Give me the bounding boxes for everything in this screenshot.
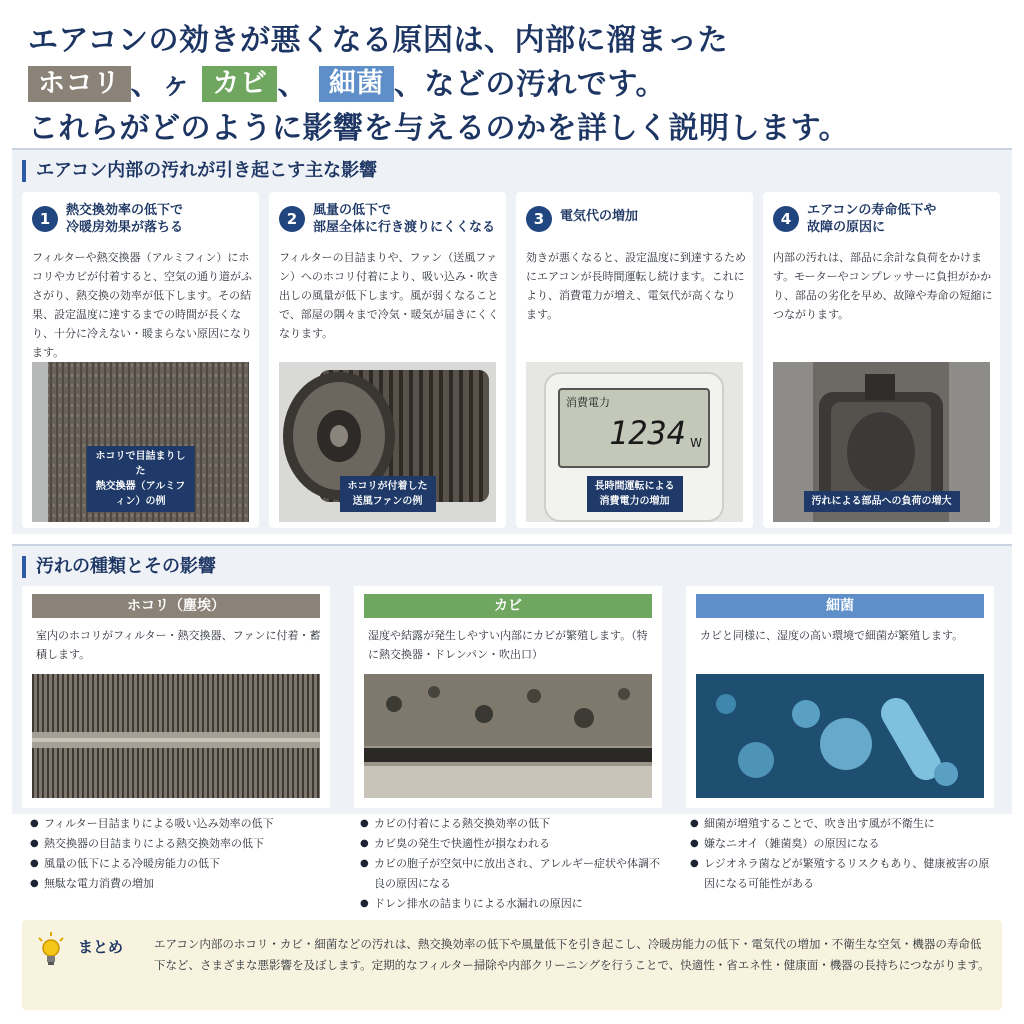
list-item: ● 無駄な電力消費の増加 bbox=[30, 874, 340, 894]
step-number-badge: 3 bbox=[526, 206, 552, 232]
effect-card-header bbox=[773, 202, 993, 242]
photo-caption: ホコリが付着した 送風ファンの例 bbox=[340, 476, 436, 512]
summary-title: まとめ bbox=[78, 938, 124, 956]
photo-caption: ホコリで目詰まりした 熱交換器（アルミフィン）の例 bbox=[86, 446, 195, 512]
type-label-dust: ホコリ（塵埃） bbox=[32, 594, 320, 618]
effect-card-body: フィルターや熱交換器（アルミフィン）にホコリやカビが付着すると、空気の通り道がふさがり、熱交換の効率が低下します。その結果、設定温度に達するまでの時間が長くなり、十分に冷えない・暖まらない原因になります。 bbox=[32, 251, 252, 359]
section-title-effects: エアコン内部の汚れが引き起こす主な影響 bbox=[22, 160, 377, 182]
list-item: ● ドレン排水の詰まりによる水漏れの原因に bbox=[360, 894, 660, 914]
list-item: ● 嫌なニオイ（雑菌臭）の原因になる bbox=[690, 834, 990, 854]
types-panel bbox=[12, 544, 1012, 814]
summary-box bbox=[22, 920, 1002, 1010]
effect-card-1 bbox=[22, 192, 259, 528]
headline-line-2-rest: 、などの汚れです。 bbox=[393, 67, 667, 102]
summary-text: エアコン内部のホコリ・カビ・細菌などの汚れは、熱交換効率の低下や風量低下を引き起こし、冷暖房能力の低下・電気代の増加・不衛生な空気・機器の寿命低下など、さまざまな悪影響を及ぼします。定期的なフィルター掃除や内部クリーニングを行うことで、快適性・省エネ性・健康面・機器の長持ちにつながります。 bbox=[154, 937, 990, 972]
type-card-bacteria bbox=[686, 586, 994, 808]
bacteria-illustration bbox=[696, 674, 984, 798]
effect-card-header bbox=[32, 202, 252, 242]
list-item: ● 熱交換器の目詰まりによる熱交換効率の低下 bbox=[30, 834, 340, 854]
type-label-mold: カビ bbox=[364, 594, 652, 618]
effect-card-title: 風量の低下で 部屋全体に行き渡りにくくなる bbox=[313, 203, 496, 235]
moldy-vent-photo bbox=[364, 674, 652, 798]
type-label-bacteria: 細菌 bbox=[696, 594, 984, 618]
photo-caption: 汚れによる部品への負荷の増大 bbox=[804, 491, 960, 512]
power-meter-value: 1234 bbox=[608, 414, 686, 452]
effect-card-4 bbox=[763, 192, 1000, 528]
headline-separator-1: 、ヶ bbox=[130, 67, 192, 102]
step-number-badge: 4 bbox=[773, 206, 799, 232]
dusty-fins-photo bbox=[32, 674, 320, 798]
lightbulb-icon bbox=[36, 932, 66, 968]
effect-card-title: 熱交換効率の低下で 冷暖房効果が落ちる bbox=[66, 203, 184, 235]
effects-panel bbox=[12, 148, 1012, 534]
tag-bacteria: 細菌 bbox=[319, 66, 394, 102]
list-item: ● 細菌が増殖することで、吹き出す風が不衛生に bbox=[690, 814, 990, 834]
heat-exchanger-photo bbox=[32, 362, 249, 522]
headline-line-2 bbox=[28, 64, 1008, 106]
effect-card-title: 電気代の増加 bbox=[560, 209, 639, 224]
bacteria-effects-list bbox=[690, 814, 990, 894]
headline-line-3: これらがどのように影響を与えるのかを詳しく説明します。 bbox=[28, 111, 850, 146]
tag-dust: ホコリ bbox=[28, 66, 131, 102]
power-meter-photo bbox=[526, 362, 743, 522]
photo-caption: 長時間運転による 消費電力の増加 bbox=[587, 476, 683, 512]
step-number-badge: 1 bbox=[32, 206, 58, 232]
effect-card-body: フィルターの目詰まりや、ファン（送風ファン）へのホコリ付着により、吸い込み・吹き出しの風量が低下します。風が弱くなることで、部屋の隅々まで冷気・暖気が届きにくくなります。 bbox=[279, 251, 499, 340]
list-item: ● レジオネラ菌などが繁殖するリスクもあり、健康被害の原因になる可能性がある bbox=[690, 854, 990, 894]
section-title-types: 汚れの種類とその影響 bbox=[22, 556, 216, 578]
type-description: 室内のホコリがフィルター・熱交換器、ファンに付着・蓄積します。 bbox=[36, 629, 321, 661]
effect-card-header bbox=[526, 202, 746, 242]
power-meter-unit: W bbox=[690, 436, 702, 450]
headline-separator-2: 、 bbox=[277, 67, 308, 102]
list-item: ● カビ臭の発生で快適性が損なわれる bbox=[360, 834, 660, 854]
effect-card-title: エアコンの寿命低下や 故障の原因に bbox=[807, 203, 937, 235]
power-meter-label: 消費電力 bbox=[566, 396, 610, 409]
effect-card-body: 内部の汚れは、部品に余計な負荷をかけます。モーターやコンプレッサーに負担がかかり、部品の劣化を早め、故障や寿命の短縮につながります。 bbox=[773, 251, 993, 321]
type-description: カビと同様に、湿度の高い環境で細菌が繁殖します。 bbox=[700, 629, 964, 642]
compressor-photo bbox=[773, 362, 990, 522]
type-description: 湿度や結露が発生しやすい内部にカビが繁殖します。（特に熱交換器・ドレンパン・吹出口） bbox=[368, 629, 648, 661]
tag-mold: カビ bbox=[202, 66, 277, 102]
dust-effects-list bbox=[30, 814, 340, 894]
step-number-badge: 2 bbox=[279, 206, 305, 232]
mold-effects-list bbox=[360, 814, 660, 914]
effect-card-2 bbox=[269, 192, 506, 528]
power-meter-screen bbox=[558, 388, 710, 468]
list-item: ● フィルター目詰まりによる吸い込み効率の低下 bbox=[30, 814, 340, 834]
type-card-mold bbox=[354, 586, 662, 808]
type-card-dust bbox=[22, 586, 330, 808]
list-item: ● カビの胞子が空気中に放出され、アレルギー症状や体調不良の原因になる bbox=[360, 854, 660, 894]
list-item: ● 風量の低下による冷暖房能力の低下 bbox=[30, 854, 340, 874]
effect-card-3 bbox=[516, 192, 753, 528]
list-item: ● カビの付着による熱交換効率の低下 bbox=[360, 814, 660, 834]
headline bbox=[28, 20, 1008, 150]
effect-card-header bbox=[279, 202, 499, 242]
effect-card-body: 効きが悪くなると、設定温度に到達するためにエアコンが長時間運転し続けます。これにより、消費電力が増え、電気代が高くなります。 bbox=[526, 251, 746, 321]
headline-line-1: エアコンの効きが悪くなる原因は、内部に溜まった bbox=[28, 23, 728, 58]
blower-fan-photo bbox=[279, 362, 496, 522]
